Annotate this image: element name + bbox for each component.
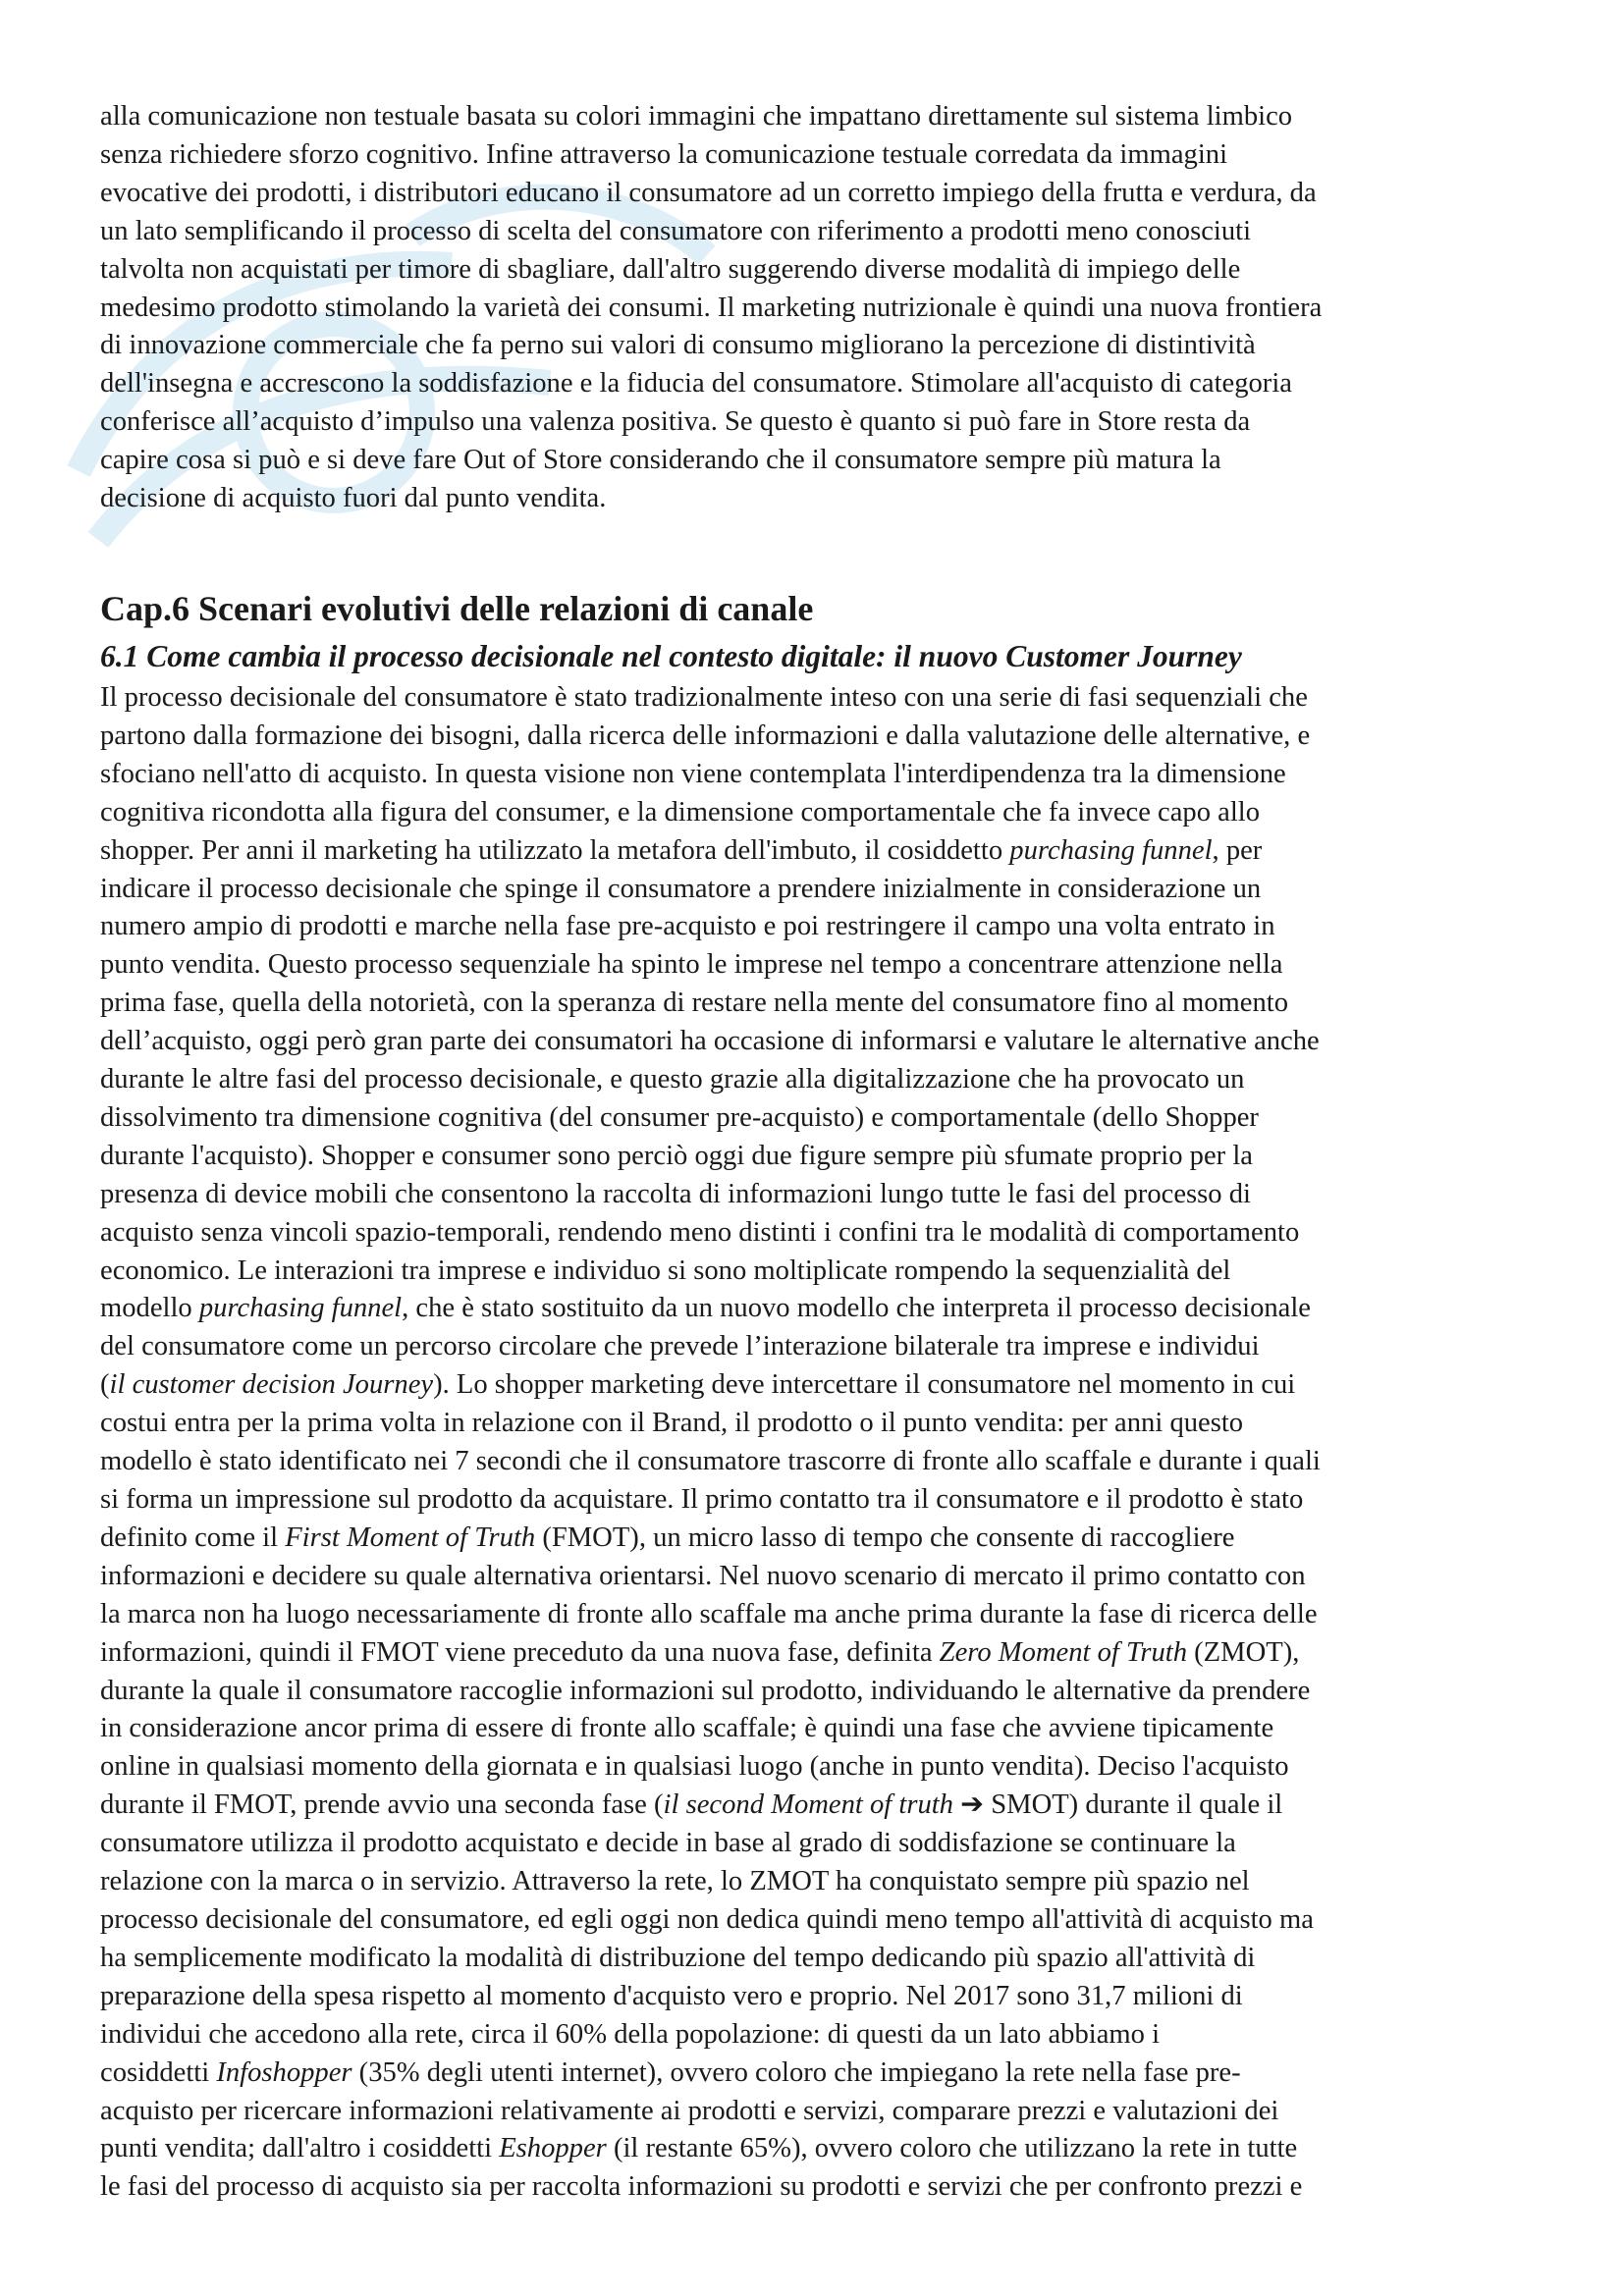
text-line [100,832,1539,871]
text-line: capire cosa si può e si deve fare Out of Store considerando che il consumatore sempre più matura la [100,445,1221,476]
text-run: modello [100,1293,199,1324]
text-run: (ZMOT), [1187,1636,1300,1668]
text-line: sfociano nell'atto di acquisto. In questa visione non viene contemplata l'interdipendenza tra la dimensione [100,758,1286,789]
text-run: durante il FMOT, prende avvio una seconda fase ( [100,1789,664,1821]
text-line: acquisto per ricercare informazioni relativamente ai prodotti e servizi, comparare prezzi e valutazioni dei [100,2095,1279,2126]
italic-term: Eshopper [499,2133,607,2164]
text-line [100,2055,1539,2093]
text-line: dell'insegna e accrescono la soddisfazione e la fiducia del consumatore. Stimolare all'acquisto di categoria [100,368,1292,400]
text-line: del consumatore come un percorso circolare che prevede l’interazione bilaterale tra imprese e individui [100,1331,1260,1362]
section-title: 6.1 Come cambia il processo decisionale nel contesto digitale: il nuovo Customer Journey [100,638,1242,673]
italic-term: Zero Moment of Truth [939,1636,1188,1668]
text-line [100,1290,1539,1328]
text-line: la marca non ha luogo necessariamente di fronte allo scaffale ma anche prima durante la fase di ricerca delle [100,1598,1318,1629]
italic-term: First Moment of Truth [285,1522,536,1553]
text-line: processo decisionale del consumatore, ed egli oggi non dedica quindi meno tempo all'attività di acquisto ma [100,1903,1314,1935]
text-run: ( [100,1369,110,1401]
italic-term: il second Moment of truth [663,1789,953,1821]
document-page [100,98,1539,2207]
text-line [100,1634,1539,1673]
text-line: Il processo decisionale del consumatore è stato tradizionalmente inteso con una serie di fasi sequenziali che [100,681,1308,713]
text-run: , che è stato sostituito da un nuovo modello che interpreta il processo decisionale [402,1293,1311,1324]
text-line: un lato semplificando il processo di scelta del consumatore con riferimento a prodotti meno conosciuti [100,215,1252,246]
text-line: ha semplicemente modificato la modalità di distribuzione del tempo dedicando più spazio all'attività di [100,1942,1256,1973]
text-line: durante le altre fasi del processo decisionale, e questo grazie alla digitalizzazione che ha provocato un [100,1064,1245,1095]
text-run: (FMOT), un micro lasso di tempo che consente di raccogliere [535,1522,1235,1553]
text-run: , per [1212,834,1263,866]
text-line: evocative dei prodotti, i distributori educano il consumatore ad un corretto impiego della frutta e verdura, da [100,177,1317,208]
text-line: alla comunicazione non testuale basata su colori immagini che impattano direttamente sul sistema limbico [100,101,1293,132]
text-line: punto vendita. Questo processo sequenziale ha spinto le imprese nel tempo a concentrare attenzione nella [100,949,1283,981]
text-line: conferisce all’acquisto d’impulso una valenza positiva. Se questo è quanto si può fare in Store resta da [100,406,1251,438]
body-paragraph [100,679,1539,2207]
text-line: informazioni e decidere su quale alternativa orientarsi. Nel nuovo scenario di mercato il primo contatto con [100,1560,1306,1591]
text-run: (il restante 65%), ovvero coloro che utilizzano la rete in tutte [606,2133,1298,2164]
text-run: ). Lo shopper marketing deve intercettare il consumatore nel momento in cui [433,1369,1296,1401]
chapter-title: Cap.6 Scenari evolutivi delle relazioni di canale [100,588,814,628]
italic-term: purchasing funnel [1009,834,1213,866]
text-line: partono dalla formazione dei bisogni, dalla ricerca delle informazioni e dalla valutazione delle alternative, e [100,720,1311,751]
italic-term: Infoshopper [216,2056,352,2088]
text-line: medesimo prodotto stimolando la varietà dei consumi. Il marketing nutrizionale è quindi una nuova frontiera [100,292,1323,323]
text-line [100,1366,1539,1405]
text-line: durante l'acquisto). Shopper e consumer sono perciò oggi due figure sempre più sfumate proprio per la [100,1140,1253,1171]
text-line: relazione con la marca o in servizio. Attraverso la rete, lo ZMOT ha conquistato sempre più spazio nel [100,1866,1250,1897]
text-run: shopper. Per anni il marketing ha utilizzato la metafora dell'imbuto, il cosiddetto [100,834,1010,866]
text-line: numero ampio di prodotti e marche nella fase pre-acquisto e poi restringere il campo una volta entrato in [100,911,1275,942]
text-line [100,2130,1539,2168]
text-line: decisione di acquisto fuori dal punto vendita. [100,483,607,514]
text-line: individui che accedono alla rete, circa il 60% della popolazione: di questi da un lato abbiamo i [100,2018,1161,2050]
text-line: economico. Le interazioni tra imprese e individuo si sono moltiplicate rompendo la sequenzialità del [100,1255,1231,1286]
text-line: prima fase, quella della notorietà, con la speranza di restare nella mente del consumatore fino al momento [100,988,1288,1019]
text-run: informazioni, quindi il FMOT viene preceduto da una nuova fase, definita [100,1636,940,1668]
text-run: definito come il [100,1522,286,1553]
text-line: indicare il processo decisionale che spinge il consumatore a prendere inizialmente in considerazione un [100,873,1262,904]
intro-paragraph [100,98,1539,518]
text-line: senza richiedere sforzo cognitivo. Infine attraverso la comunicazione testuale corredata da immagini [100,138,1228,170]
text-line: in considerazione ancor prima di essere di fronte allo scaffale; è quindi una fase che avviene tipicamente [100,1713,1274,1744]
text-line: durante la quale il consumatore raccoglie informazioni sul prodotto, individuando le alternative da prendere [100,1675,1311,1706]
italic-term: purchasing funnel [198,1293,403,1324]
text-line: dissolvimento tra dimensione cognitiva (del consumer pre-acquisto) e comportamentale (dello Shopper [100,1101,1259,1133]
text-line [100,1787,1539,1825]
text-line: preparazione della spesa rispetto al momento d'acquisto vero e proprio. Nel 2017 sono 31,7 milioni di [100,1980,1243,2011]
text-line: consumatore utilizza il prodotto acquistato e decide in base al grado di soddisfazione se continuare la [100,1828,1236,1859]
text-line: dell’acquisto, oggi però gran parte dei consumatori ha occasione di informarsi e valutare le alternative anche [100,1026,1320,1057]
text-run: ➔ SMOT) durante il quale il [952,1789,1283,1821]
text-line: cognitiva ricondotta alla figura del consumer, e la dimensione comportamentale che fa invece capo allo [100,796,1261,828]
text-line: presenza di device mobili che consentono la raccolta di informazioni lungo tutte le fasi del processo di [100,1178,1251,1209]
text-run: (35% degli utenti internet), ovvero coloro che impiegano la rete nella fase pre- [352,2056,1241,2088]
text-line: le fasi del processo di acquisto sia per raccolta informazioni su prodotti e servizi che per confronto prezzi e [100,2171,1303,2203]
text-line: modello è stato identificato nei 7 secondi che il consumatore trascorre di fronte allo scaffale e durante i quali [100,1446,1321,1477]
text-run: punti vendita; dall'altro i cosiddetti [100,2133,500,2164]
text-line: talvolta non acquistati per timore di sbagliare, dall'altro suggerendo diverse modalità di impiego delle [100,253,1241,285]
text-line: costui entra per la prima volta in relazione con il Brand, il prodotto o il punto vendita: per anni questo [100,1408,1244,1439]
text-line: online in qualsiasi momento della giornata e in qualsiasi luogo (anche in punto vendita). Deciso l'acquisto [100,1751,1289,1783]
text-line [100,1520,1539,1558]
italic-term: il customer decision Journey [109,1369,434,1401]
text-line: acquisto senza vincoli spazio-temporali, rendendo meno distinti i confini tra le modalità di comportamento [100,1216,1300,1248]
text-line: di innovazione commerciale che fa perno sui valori di consumo migliorano la percezione di distintività [100,330,1256,361]
text-line: si forma un impressione sul prodotto da acquistare. Il primo contatto tra il consumatore e il prodotto è stato [100,1484,1304,1515]
text-run: cosiddetti [100,2056,217,2088]
